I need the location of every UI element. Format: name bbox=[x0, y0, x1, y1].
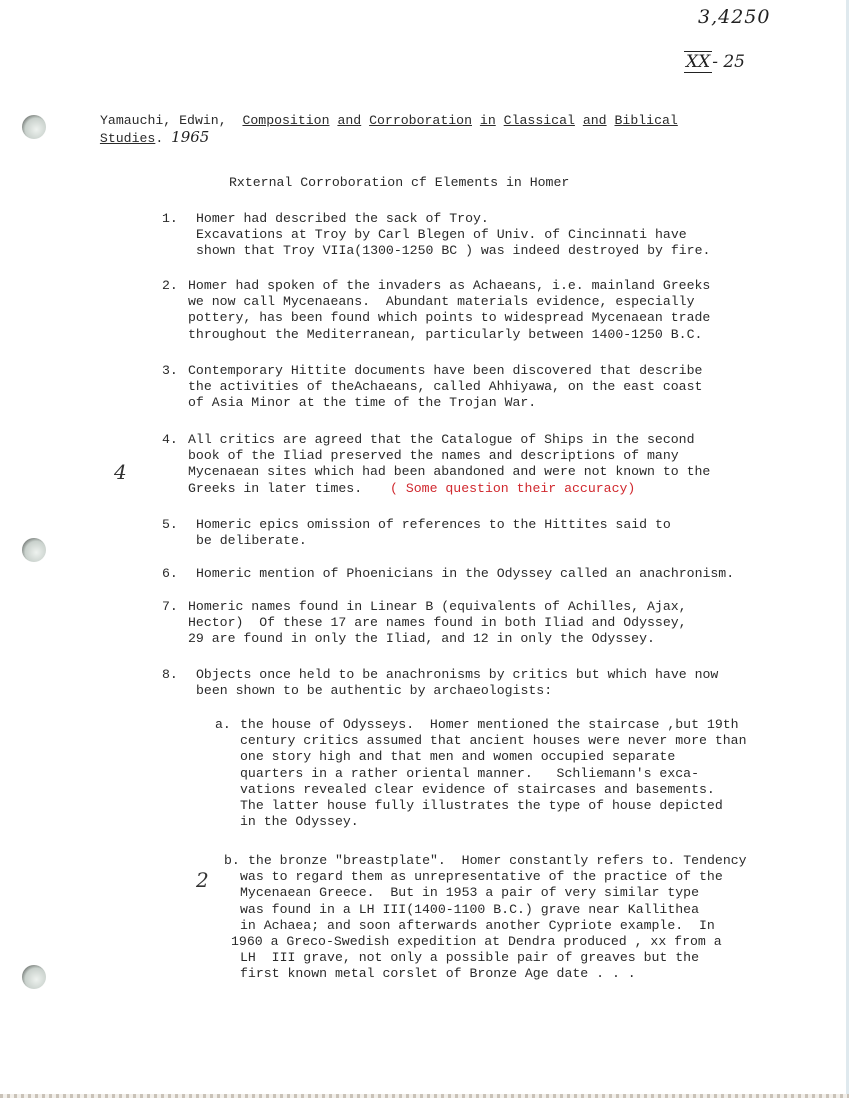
item-text-line: Homeric mention of Phoenicians in the Odyssey called an anachronism. bbox=[196, 566, 735, 581]
citation-line-2 bbox=[92, 129, 209, 147]
item-number: 6. bbox=[162, 566, 178, 581]
item-number: 1. bbox=[162, 211, 178, 226]
item-text-line: Homer had spoken of the invaders as Achaeans, i.e. mainland Greeks bbox=[188, 278, 711, 293]
subitem-text-line: Mycenaean Greece. But in 1953 a pair of very similar type bbox=[240, 885, 699, 901]
item-text-line: Excavations at Troy by Carl Blegen of Univ. of Cincinnati have bbox=[196, 227, 687, 243]
item-text-line: All critics are agreed that the Catalogue of Ships in the second bbox=[188, 432, 695, 447]
subitem-text-line: first known metal corslet of Bronze Age date . . . bbox=[240, 966, 636, 982]
citation-title: Corroboration bbox=[369, 113, 472, 128]
citation-title: Composition bbox=[242, 113, 330, 128]
subitem-text-line: 1960 a Greco-Swedish expedition at Dendra produced , xx from a bbox=[231, 934, 722, 949]
item-number: 8. bbox=[162, 667, 178, 682]
red-annotation: ( Some question their accuracy) bbox=[390, 480, 636, 496]
call-number-series bbox=[684, 52, 745, 72]
citation-period: . bbox=[155, 131, 164, 146]
item-text-line: throughout the Mediterranean, particularly between 1400-1250 B.C. bbox=[188, 326, 703, 342]
item-text-line: we now call Mycenaeans. Abundant materials evidence, especially bbox=[188, 294, 695, 310]
margin-mark: 4 bbox=[114, 460, 127, 484]
handwritten-year: 1965 bbox=[171, 128, 210, 146]
punch-hole bbox=[22, 538, 46, 562]
subitem-text-line: was found in a LH III(1400-1100 B.C.) grave near Kallithea bbox=[240, 901, 699, 917]
item-number: 3. bbox=[162, 363, 178, 378]
document-heading: Rxternal Corroboration cf Elements in Homer bbox=[229, 175, 570, 190]
subitem-text-line: in Achaea; and soon afterwards another Cypriote example. In bbox=[240, 917, 715, 933]
subitem-text-line: was to regard them as unrepresentative of the practice of the bbox=[240, 869, 723, 885]
subitem-text-line: in the Odyssey. bbox=[240, 814, 359, 830]
item-text-line: Mycenaean sites which had been abandoned and were not known to the bbox=[188, 464, 711, 480]
call-number: 3,4250 bbox=[698, 6, 771, 28]
punch-hole bbox=[22, 115, 46, 139]
subitem-letter: b. bbox=[224, 853, 240, 868]
item-text-line: Contemporary Hittite documents have been discovered that describe bbox=[188, 363, 703, 378]
item-text-line: Homeric epics omission of references to the Hittites said to bbox=[196, 517, 671, 532]
subitem-text-line: quarters in a rather oriental manner. Schliemann's exca- bbox=[240, 765, 699, 781]
subitem-text-line: the bronze "breastplate". Homer constantly refers to. Tendency bbox=[248, 853, 747, 868]
item-text-line: 29 are found in only the Iliad, and 12 in only the Odyssey. bbox=[188, 631, 655, 647]
series-suffix: - 25 bbox=[712, 52, 745, 72]
citation-title: Studies bbox=[99, 131, 156, 146]
item-number: 5. bbox=[162, 517, 178, 532]
item-text-line: Homeric names found in Linear B (equivalents of Achilles, Ajax, bbox=[188, 599, 687, 614]
punch-hole bbox=[22, 965, 46, 989]
item-number: 2. bbox=[162, 278, 178, 293]
citation-title: and bbox=[337, 113, 362, 128]
subitem-text-line: century critics assumed that ancient houses were never more than bbox=[240, 733, 747, 749]
subitem-text-line: the house of Odysseys. Homer mentioned the staircase ,but 19th bbox=[240, 717, 739, 732]
item-text-line: Greeks in later times. bbox=[188, 480, 363, 496]
item-number: 7. bbox=[162, 599, 178, 614]
item-text-line: book of the Iliad preserved the names and descriptions of many bbox=[188, 448, 679, 464]
item-text-line: the activities of theAchaeans, called Ahhiyawa, on the east coast bbox=[188, 379, 703, 395]
citation-title: and bbox=[582, 113, 607, 128]
subitem-text-line: The latter house fully illustrates the type of house depicted bbox=[240, 798, 723, 813]
subitem-text-line: vations revealed clear evidence of staircases and basements. bbox=[240, 781, 715, 797]
citation-line-1 bbox=[100, 113, 678, 129]
item-text-line: Homer had described the sack of Troy. bbox=[196, 211, 489, 226]
subitem-letter: a. bbox=[215, 717, 231, 732]
item-text-line: Hector) Of these 17 are names found in both Iliad and Odyssey, bbox=[188, 615, 687, 631]
citation-title: in bbox=[479, 113, 496, 128]
margin-mark: 2 bbox=[196, 868, 209, 892]
item-text-line: be deliberate. bbox=[196, 533, 307, 549]
item-text-line: pottery, has been found which points to widespread Mycenaean trade bbox=[188, 310, 711, 326]
item-text-line: of Asia Minor at the time of the Trojan War. bbox=[188, 395, 537, 411]
subitem-text-line: LH III grave, not only a possible pair of greaves but the bbox=[240, 950, 699, 966]
item-text-line: Objects once held to be anachronisms by critics but which have now bbox=[196, 667, 719, 682]
citation-title: Biblical bbox=[614, 113, 678, 128]
page-edge-bottom bbox=[0, 1094, 849, 1098]
citation-title: Classical bbox=[503, 113, 575, 128]
item-text-line: shown that Troy VIIa(1300-1250 BC ) was indeed destroyed by fire. bbox=[196, 243, 711, 259]
item-text-line: been shown to be authentic by archaeologists: bbox=[196, 683, 553, 699]
citation-author: Yamauchi, Edwin, bbox=[100, 113, 227, 128]
series-code: XX bbox=[686, 52, 711, 72]
subitem-text-line: one story high and that men and women occupied separate bbox=[240, 749, 676, 765]
item-number: 4. bbox=[162, 432, 178, 447]
